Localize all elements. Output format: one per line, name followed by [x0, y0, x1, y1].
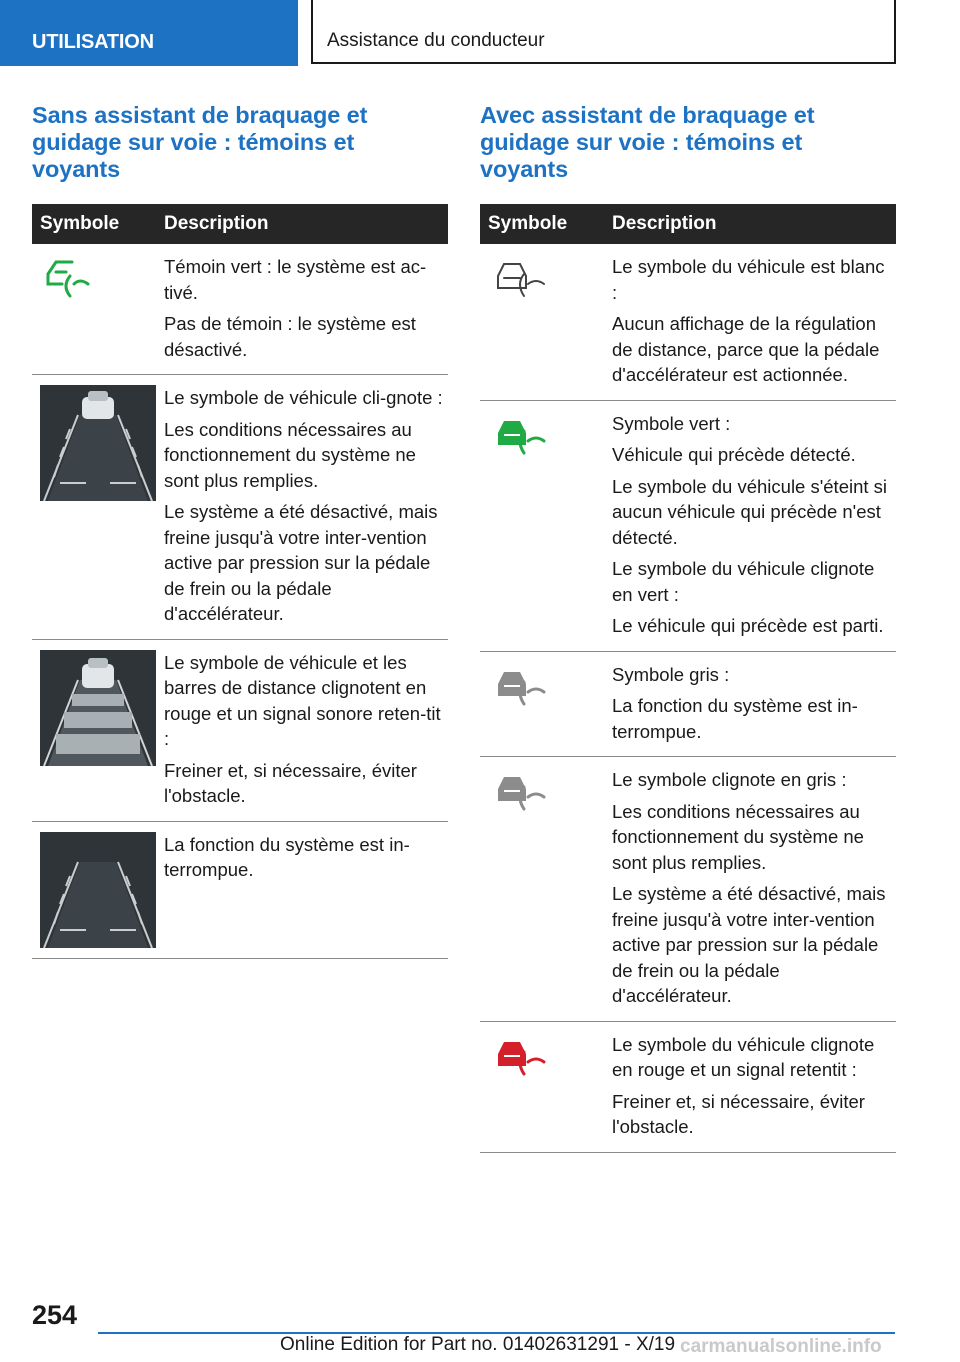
description-line: Le symbole de véhicule cli-gnote :	[164, 387, 443, 408]
description-line: Les conditions nécessaires au fonctionnement du système ne sont plus remplies.	[164, 418, 416, 491]
description-line: Le symbole du véhicule s'éteint si aucun véhicule qui précède n'est détecté.	[612, 475, 888, 548]
vehicle-assist-green-icon	[488, 411, 604, 461]
description-line: La fonction du système est in-terrompue.	[612, 695, 858, 742]
table-row	[32, 640, 448, 822]
table-row	[32, 375, 448, 640]
vehicle-assist-red-icon	[488, 1032, 604, 1082]
description-line: Le symbole du véhicule clignote en vert :	[612, 558, 875, 605]
left-section-title: Sans assistant de braquage et guidage sur voie : témoins et voyants	[32, 102, 368, 182]
table-row	[480, 1022, 896, 1153]
description-line: Témoin vert : le système est ac-tivé.	[164, 256, 427, 303]
watermark-logo: carmanualsonline.info	[680, 1336, 882, 1357]
description-line: Freiner et, si nécessaire, éviter l'obstacle.	[164, 759, 417, 806]
steering-assist-green-icon	[40, 254, 156, 304]
description-line: Symbole vert :	[612, 412, 731, 434]
description-line: Symbole gris :	[612, 663, 730, 685]
description-line: Le véhicule qui précède est parti.	[612, 615, 884, 636]
description-line: Aucun affichage de la régulation de distance, parce que la pédale d'accélérateur est actionnée.	[612, 313, 880, 385]
description-line: Véhicule qui précède détecté.	[612, 444, 856, 465]
description-line: Le système a été désactivé, mais freine jusqu'à votre inter-vention active par pression sur la pédale de frein ou la pédale d'accélérateur.	[612, 883, 886, 1006]
table-row	[480, 401, 896, 652]
lane-view-distance-bars-image	[40, 650, 156, 766]
right-table-header	[480, 204, 896, 244]
description-line: Le symbole du véhicule clignote en rouge et un signal retentit :	[612, 1033, 875, 1080]
description-line: Les conditions nécessaires au fonctionnement du système ne sont plus remplies.	[612, 800, 864, 873]
page-header	[0, 0, 960, 66]
description-line: Le symbole de véhicule et les barres de distance clignotent en rouge et un signal sonore reten-tit :	[164, 651, 441, 749]
table-row	[480, 652, 896, 758]
column-header-symbol: Symbole	[40, 213, 120, 234]
description-line: La fonction du système est in-terrompue.	[164, 833, 410, 880]
left-table-header	[32, 204, 448, 244]
description-line: Le symbole clignote en gris :	[612, 769, 847, 790]
edition-note: Online Edition for Part no. 01402631291 - X/19	[280, 1334, 676, 1355]
column-header-description: Description	[164, 213, 269, 234]
chapter-title: Assistance du conducteur	[311, 0, 896, 64]
page-number: 254	[32, 1300, 78, 1330]
column-header-symbol: Symbole	[488, 213, 568, 234]
left-column	[32, 102, 448, 959]
vehicle-assist-white-icon	[488, 254, 604, 304]
vehicle-assist-grey-flashing-icon	[488, 767, 604, 817]
description-line: Pas de témoin : le système est désactivé.	[164, 313, 416, 360]
table-row	[32, 822, 448, 959]
table-row	[480, 757, 896, 1022]
lane-view-empty-image	[40, 832, 156, 948]
table-row	[32, 244, 448, 375]
section-label: UTILISATION	[0, 0, 298, 66]
table-row	[480, 244, 896, 401]
description-line: Le symbole du véhicule est blanc :	[612, 256, 885, 303]
vehicle-assist-grey-icon	[488, 662, 604, 712]
description-line: Le système a été désactivé, mais freine jusqu'à votre inter-vention active par pression sur la pédale de frein ou la pédale d'accélérateur.	[164, 501, 438, 624]
right-column	[480, 102, 896, 1153]
column-header-description: Description	[612, 213, 717, 234]
description-line: Freiner et, si nécessaire, éviter l'obstacle.	[612, 1090, 865, 1137]
lane-view-vehicle-flashing-image	[40, 385, 156, 501]
right-section-title: Avec assistant de braquage et guidage sur voie : témoins et voyants	[480, 102, 815, 182]
